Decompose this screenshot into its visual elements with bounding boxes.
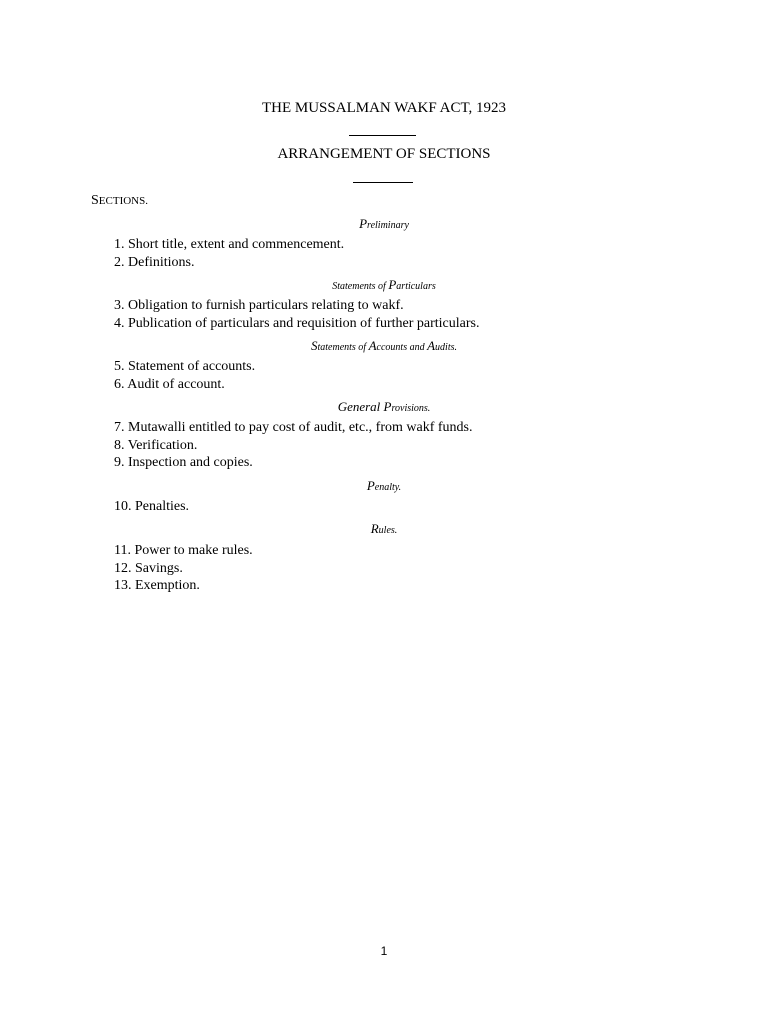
group-heading-part: rovisions.	[391, 403, 431, 414]
section-entry: 9. Inspection and copies.	[114, 455, 253, 470]
sections-label-rest: ECTIONS.	[98, 195, 148, 207]
group-heading-part: tatements of	[317, 342, 369, 353]
group-heading-part: ccounts and	[376, 342, 428, 353]
arrangement-heading: ARRANGEMENT OF SECTIONS	[277, 146, 491, 162]
group-entries	[114, 236, 344, 271]
group-heading	[0, 521, 768, 539]
group-heading-part: udits.	[435, 342, 457, 353]
group-heading-part: P	[388, 277, 397, 292]
section-entry: 12. Savings.	[114, 560, 183, 576]
group-entries	[114, 542, 253, 595]
group-entries	[114, 498, 189, 516]
section-entry: 2. Definitions.	[114, 254, 195, 270]
group-heading-part: P	[383, 399, 392, 414]
section-entry: 10. Penalties.	[114, 499, 190, 514]
group-heading-part: articulars	[396, 281, 436, 292]
group-heading-part: P	[366, 478, 375, 493]
act-title: THE MUSSALMAN WAKF ACT, 1923	[261, 100, 507, 116]
group-heading-part: P	[359, 216, 368, 231]
group-heading-part: R	[370, 521, 379, 536]
group-heading-part: A	[368, 338, 377, 353]
section-entry: 5. Statement of accounts.	[114, 359, 256, 374]
group-heading	[0, 216, 768, 234]
section-entry: 6. Audit of account.	[114, 376, 225, 392]
sections-label	[91, 193, 148, 209]
sections-label-initial: S	[91, 193, 99, 208]
group-entries	[114, 358, 255, 393]
section-entry: 4. Publication of particulars and requisition of further particulars.	[114, 315, 480, 331]
group-heading-part: enalty.	[374, 482, 402, 493]
group-heading	[0, 277, 768, 295]
group-heading-part: ules.	[378, 525, 398, 536]
group-heading	[0, 399, 768, 417]
group-entries	[114, 419, 472, 472]
group-entries	[114, 297, 479, 332]
group-heading-part: General	[337, 399, 384, 414]
group-heading-part: reliminary	[367, 220, 409, 231]
section-entry: 13. Exemption.	[114, 578, 200, 593]
subtitle-divider	[353, 182, 413, 183]
section-entry: 11. Power to make rules.	[114, 543, 253, 558]
section-entry: 7. Mutawalli entitled to pay cost of audit, etc., from wakf funds.	[114, 420, 473, 435]
group-heading-part: Statements of	[332, 281, 389, 292]
section-entry: 1. Short title, extent and commencement.	[114, 237, 345, 252]
group-heading-part: S	[310, 338, 318, 353]
page-number: 1	[380, 944, 388, 958]
section-entry: 8. Verification.	[114, 437, 198, 453]
group-heading	[0, 478, 768, 496]
section-entry: 3. Obligation to furnish particulars relating to wakf.	[114, 298, 404, 313]
group-heading-part: A	[427, 338, 436, 353]
group-heading	[0, 338, 768, 356]
title-divider	[349, 135, 416, 136]
